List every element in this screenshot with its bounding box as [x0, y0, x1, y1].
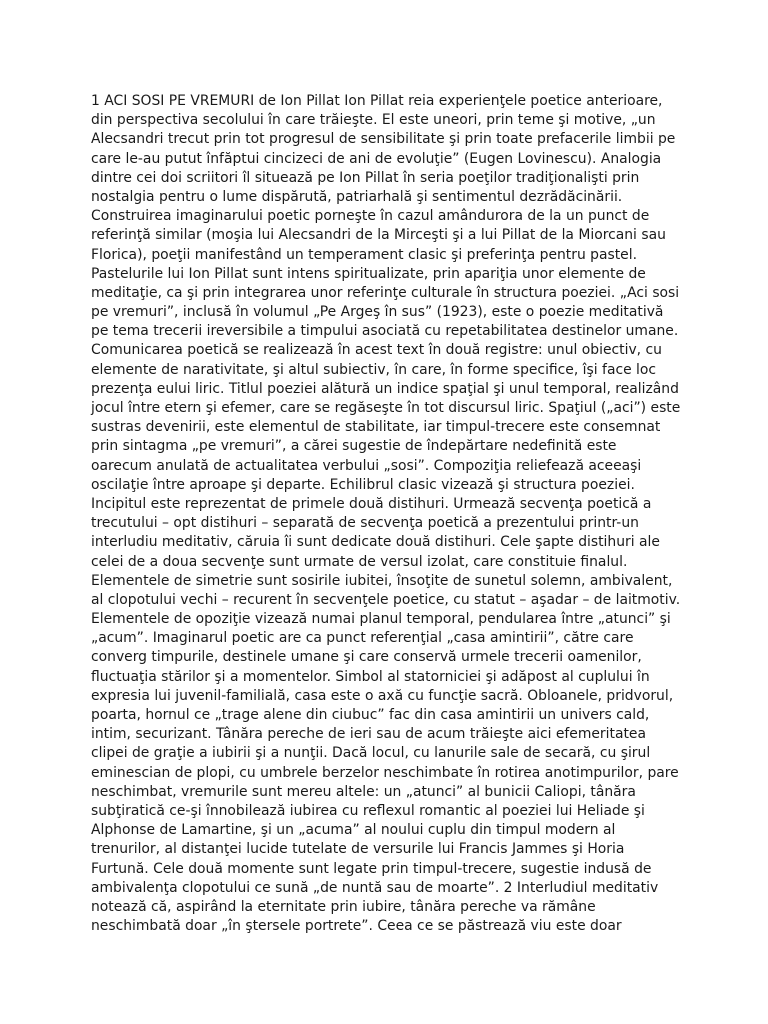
text-line: subţiratică ce-şi înnobilează iubirea cu reflexul romantic al poeziei lui Heliade şi — [91, 802, 645, 819]
text-line: Alphonse de Lamartine, şi un „acuma” al noului cuplu din timpul modern al — [91, 822, 616, 839]
text-line: intim, securizant. Tânăra pereche de ieri sau de acum trăieşte aici efemeritatea — [91, 726, 646, 743]
text-line: expresia lui juvenil-familială, casa este o axă cu funcţie sacră. Obloanele, pridvorul, — [91, 687, 674, 704]
text-line: Furtună. Cele două momente sunt legate prin timpul-trecere, sugestie indusă de — [91, 860, 652, 877]
text-line: neschimbată doar „în ştersele portrete”. Ceea ce se păstrează viu este doar — [91, 918, 622, 935]
text-line: Elementele de opoziţie vizează numai planul temporal, pendularea între „atunci” şi — [91, 611, 671, 628]
text-line: poarta, hornul ce „trage alene din ciubuc” fac din casa amintirii un univers cald, — [91, 707, 650, 723]
text-line: nostalgia pentru o lume dispărută, patriarhală şi sentimentul dezrădăcinării. — [91, 188, 623, 205]
text-line: notează că, aspirând la eternitate prin iubire, tânăra pereche va rămâne — [91, 898, 596, 915]
text-line: eminescian de plopi, cu umbrele berzelor neschimbate în rotirea anotimpurilor, pare — [91, 764, 679, 781]
text-line: trenurilor, al distanţei lucide tutelate de versurile lui Francis Jammes şi Horia — [91, 841, 625, 858]
text-line: oscilaţie între aproape şi departe. Echilibrul clasic vizează şi structura poeziei. — [91, 476, 635, 493]
text-line: pe tema trecerii ireversibile a timpului asociată cu repetabilitatea destinelor umane. — [91, 323, 679, 340]
text-line: interludiu meditativ, căruia îi sunt dedicate două distihuri. Cele şapte distihuri ale — [91, 534, 660, 551]
document-body-text — [91, 92, 691, 936]
text-line: elemente de narativitate, şi altul subiectiv, în care, în forme specifice, îşi face loc — [91, 361, 657, 378]
text-line: 1 ACI SOSI PE VREMURI de Ion Pillat Ion Pillat reia experienţele poetice anterioare, — [91, 93, 663, 109]
text-line: dintre cei doi scriitori îl situează pe Ion Pillat în seria poeţilor tradiţionalişti prin — [91, 169, 640, 186]
text-line: pe vremuri”, inclusă în volumul „Pe Argeş în sus” (1923), este o poezie meditativă — [91, 304, 664, 321]
text-line: Comunicarea poetică se realizează în acest text în două registre: unul obiectiv, cu — [91, 342, 662, 359]
text-line: sustras devenirii, este elementul de stabilitate, iar timpul-trecere este consemnat — [91, 419, 661, 436]
text-line: neschimbat, vremurile sunt mereu altele: un „atunci” al bunicii Caliopi, tânăra — [91, 783, 636, 800]
text-line: oarecum anulată de actualitatea verbului „sosi”. Compoziţia reliefează aceeaşi — [91, 457, 642, 474]
text-line: care le-au putut înfăptui cincizeci de ani de evoluţie” (Eugen Lovinescu). Analogia — [91, 150, 662, 167]
text-line: ambivalenţa clopotului ce sună „de nuntă sau de moarte”. 2 Interludiul meditativ — [91, 879, 659, 896]
text-line: „acum”. Imaginarul poetic are ca punct referenţial „casa amintirii”, către care — [91, 630, 634, 647]
text-line: Elementele de simetrie sunt sosirile iubitei, însoţite de sunetul solemn, ambivalent, — [91, 572, 673, 589]
text-line: prin sintagma „pe vremuri”, a cărei sugestie de îndepărtare nedefinită este — [91, 438, 617, 455]
text-line: referinţă similar (moşia lui Alecsandri de la Mirceşti şi a lui Pillat de la Miorcani sau — [91, 227, 666, 244]
text-line: al clopotului vechi – recurent în secvenţele poetice, cu statut – aşadar – de laitmotiv. — [91, 591, 681, 608]
text-line: meditaţie, ca şi prin integrarea unor referinţe culturale în structura poeziei. „Aci sosi — [91, 284, 680, 301]
text-line: fluctuaţia stărilor şi a momentelor. Simbol al statorniciei şi adăpost al cuplului în — [91, 668, 650, 685]
text-line: Florica), poeţii manifestând un temperament clasic şi preferinţa pentru pastel. — [91, 246, 638, 263]
text-line: prezenţa eului liric. Titlul poeziei alătură un indice spaţial şi unul temporal, realizând — [91, 380, 679, 397]
text-line: Pastelurile lui Ion Pillat sunt intens spiritualizate, prin apariţia unor elemente de — [91, 265, 646, 282]
text-line: jocul între etern şi efemer, care se regăseşte în tot discursul liric. Spaţiul („aci”) este — [91, 400, 681, 416]
text-line: Alecsandri trecut prin tot progresul de sensibilitate şi prin toate prefacerile limbii pe — [91, 131, 676, 148]
text-line: trecutului – opt distihuri – separată de secvenţa poetică a prezentului printr-un — [91, 515, 639, 532]
text-line: Construirea imaginarului poetic porneşte în cazul amândurora de la un punct de — [91, 208, 650, 225]
text-line: converg timpurile, destinele umane şi care conservă urmele trecerii oamenilor, — [91, 649, 642, 666]
text-line: clipei de graţie a iubirii şi a nunţii. Dacă locul, cu lanurile sale de secară, cu şirul — [91, 745, 651, 762]
text-line: Incipitul este reprezentat de primele două distihuri. Urmează secvenţa poetică a — [91, 495, 652, 512]
text-line: celei de a doua secvenţe sunt urmate de versul izolat, care constituie finalul. — [91, 553, 628, 570]
text-line: din perspectiva secolului în care trăieşte. El este uneori, prin teme şi motive, „un — [91, 112, 656, 129]
